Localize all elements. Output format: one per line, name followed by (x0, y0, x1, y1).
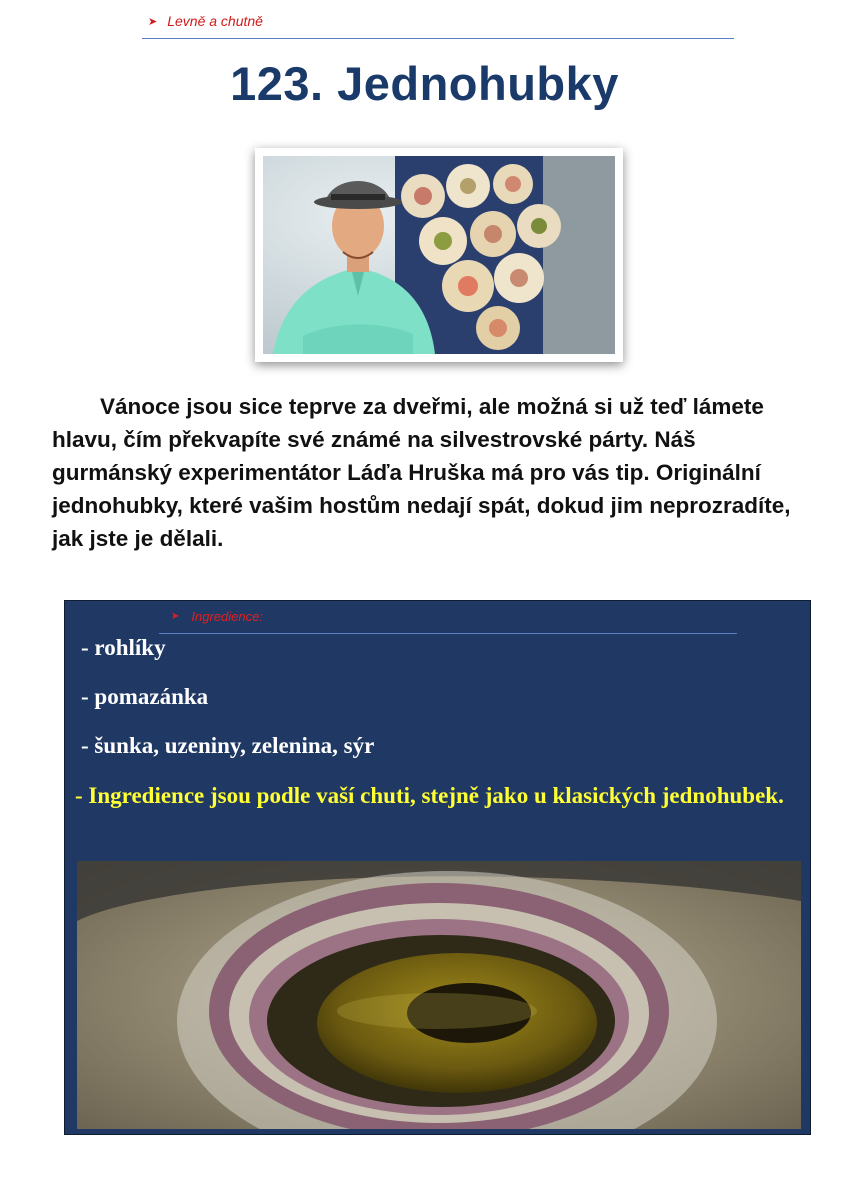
panel-divider (159, 633, 737, 634)
ingredients-heading-label: Ingredience: (191, 609, 263, 624)
arrow-right-icon: ➤ (148, 15, 158, 28)
header-divider (142, 38, 734, 39)
section-tag (148, 13, 263, 29)
arrow-right-icon: ➤ (171, 611, 180, 622)
intro-text: Vánoce jsou sice teprve za dveřmi, ale možná si už teď lámete hlavu, čím překvapíte své známé na silvestrovské párty. Náš gurmánský experimentátor Láďa Hruška má pro vás tip. Originální jednohubky, které vašim hostům nedají spát, dokud jim neprozradíte, jak jste je dělali. (52, 394, 791, 551)
ingredient-item: - šunka, uzeniny, zelenina, sýr (81, 733, 375, 758)
ingredients-panel (64, 600, 811, 1135)
ingredients-note: - Ingredience jsou podle vaší chuti, stejně jako u klasických jednohubek. (75, 783, 784, 808)
section-tag-label: Levně a chutně (167, 13, 263, 29)
ingredient-item: - pomazánka (81, 684, 209, 709)
intro-paragraph (52, 390, 792, 555)
ingredient-item: - rohlíky (81, 635, 166, 660)
chef-photo (255, 148, 623, 362)
page-title: 123. Jednohubky (230, 57, 619, 110)
ingredients-heading (171, 609, 263, 624)
roll-closeup-photo (77, 861, 801, 1129)
